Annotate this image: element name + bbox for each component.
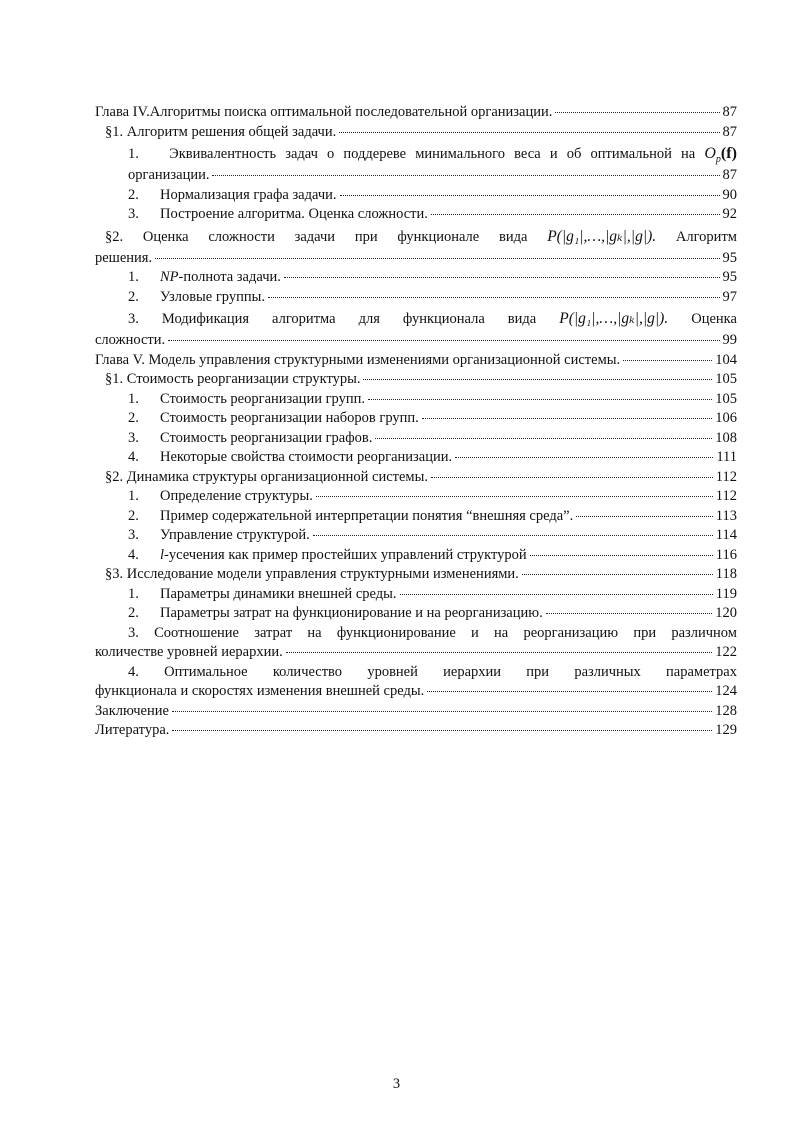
toc-page: 87 [722, 123, 737, 140]
toc-page: 116 [715, 546, 737, 563]
dot-leader [212, 175, 719, 176]
toc-word: количество [272, 663, 343, 680]
toc-word: на [307, 624, 322, 641]
dot-leader [339, 132, 719, 133]
toc-page: 99 [722, 332, 737, 348]
toc-word: функционирование [336, 624, 456, 641]
toc-entry-ch4-s1-item-3[interactable] [95, 205, 737, 225]
toc-entry-chapter-5[interactable] [95, 351, 737, 371]
toc-entry-ch5-s3-item-3-line2[interactable] [95, 643, 737, 663]
toc-title: §1. Стоимость реорганизации структуры. [105, 371, 361, 387]
toc-word: при [526, 663, 550, 680]
toc-word: задачи [294, 228, 336, 245]
dot-leader [316, 496, 713, 497]
toc-num: 2. [128, 410, 139, 426]
toc-page: 129 [715, 722, 737, 738]
toc-word: функционале [397, 228, 480, 245]
toc-word: различном [671, 624, 737, 641]
toc-num: 3. [128, 429, 139, 446]
toc-page: 128 [715, 702, 737, 719]
toc-num: 4. [128, 546, 139, 563]
toc-word: вида [507, 311, 537, 327]
dot-leader [172, 711, 712, 712]
toc-page: 92 [722, 206, 737, 222]
dot-leader [455, 457, 713, 458]
np-symbol: NP [160, 269, 179, 285]
dot-leader [530, 555, 713, 556]
toc-page: 104 [715, 351, 737, 368]
toc-word: вида [499, 228, 528, 245]
toc-title: количестве уровней иерархии. [95, 644, 283, 660]
toc-word: об [566, 146, 582, 162]
toc-entry-ch4-s1-item-1-line1[interactable] [95, 142, 737, 166]
toc-entry-ch4-section-2-line1[interactable] [95, 225, 737, 249]
toc-word: §2. [105, 228, 124, 245]
toc-word: на [494, 624, 509, 641]
toc-word: иерархии [443, 663, 502, 680]
toc-word: различных [574, 663, 641, 680]
dot-leader [623, 360, 712, 361]
toc-page: 87 [722, 167, 737, 183]
toc-title: Построение алгоритма. Оценка сложности. [160, 206, 428, 222]
toc-entry-ch5-s3-item-4-line2[interactable] [95, 682, 737, 702]
toc-entry-ch5-s3-item-1[interactable] [95, 585, 737, 605]
toc-entry-ch4-s2-item-1[interactable] [95, 268, 737, 288]
toc-page: 111 [716, 449, 737, 465]
dot-leader [286, 652, 713, 653]
toc-entry-ch5-s2-item-2[interactable] [95, 507, 737, 527]
toc-page: 119 [715, 585, 737, 602]
toc-page: 97 [722, 288, 737, 305]
dot-leader [400, 594, 713, 595]
toc-entry-ch4-s2-item-2[interactable] [95, 288, 737, 308]
toc-title: -усечения как пример простейших управлений структурой [164, 546, 527, 563]
toc-entry-ch5-s1-item-1[interactable] [95, 390, 737, 410]
toc-num: 2. [128, 605, 139, 621]
toc-num: 2. [128, 507, 139, 524]
toc-entry-ch5-s1-item-2[interactable] [95, 409, 737, 429]
dot-leader [555, 112, 719, 113]
toc-word: Оптимальное [164, 663, 248, 680]
toc-title: Глава V. Модель управления структурными изменениями организационной системы. [95, 351, 621, 368]
toc-word: и [549, 146, 558, 162]
formula-symbol: O [704, 145, 716, 162]
toc-num: 4. [128, 663, 139, 680]
toc-title: сложности. [95, 332, 166, 348]
dot-leader [155, 258, 719, 259]
toc-entry-ch5-section-2[interactable] [95, 468, 737, 488]
toc-title: Определение структуры. [160, 488, 313, 504]
toc-title: Литература. [95, 722, 170, 738]
toc-page: 118 [715, 566, 737, 582]
toc-page: 105 [715, 371, 737, 387]
toc-word: задач [285, 146, 318, 162]
dot-leader [375, 438, 712, 439]
toc-page: 108 [715, 429, 737, 446]
dot-leader [422, 418, 712, 419]
toc-word: сложности [208, 228, 275, 245]
toc-title: решения. [95, 249, 153, 266]
toc-page: 114 [715, 527, 737, 543]
toc-title: Заключение [95, 702, 169, 719]
toc-entry-ch4-section-2-line2[interactable] [95, 249, 737, 269]
toc-title: §1. Алгоритм решения общей задачи. [105, 123, 337, 140]
toc-num: 3. [128, 311, 139, 327]
toc-entry-ch5-section-3[interactable] [95, 565, 737, 585]
toc-num: 3. [128, 527, 139, 543]
toc-word: Эквивалентность [169, 146, 277, 162]
toc-entry-literature[interactable] [95, 721, 737, 741]
toc-page: 112 [715, 488, 737, 504]
toc-word: минимального [415, 146, 506, 162]
toc-word: Модификация [161, 311, 250, 327]
toc-word: веса [514, 146, 541, 162]
toc-num: 1. [128, 585, 139, 602]
page-number: 3 [392, 1076, 401, 1092]
toc-word: оптимальной [590, 146, 672, 162]
toc-page: 87 [722, 104, 737, 120]
toc-num: 1. [128, 269, 139, 285]
toc-entry-ch5-s1-item-4[interactable] [95, 448, 737, 468]
dot-leader [172, 730, 712, 731]
toc-page: 112 [715, 468, 737, 485]
toc-title: §2. Динамика структуры организационной системы. [105, 468, 428, 485]
table-of-contents [95, 103, 737, 741]
dot-leader [284, 277, 720, 278]
formula [704, 142, 737, 166]
toc-word: Соотношение [154, 624, 239, 641]
toc-word: Оценка [691, 311, 737, 327]
toc-page: 122 [715, 644, 737, 660]
toc-title: Глава IV.Алгоритмы поиска оптимальной последовательной организации. [95, 104, 553, 120]
toc-word: поддереве [343, 146, 407, 162]
dot-leader [431, 477, 713, 478]
toc-title: Стоимость реорганизации наборов групп. [160, 410, 419, 426]
dot-leader [522, 574, 713, 575]
toc-num: 1. [128, 488, 139, 504]
toc-word: реорганизацию [523, 624, 619, 641]
toc-page: 95 [722, 269, 737, 285]
dot-leader [268, 297, 720, 298]
dot-leader [576, 516, 713, 517]
toc-word: при [354, 228, 378, 245]
toc-word: Алгоритм [675, 228, 737, 245]
dot-leader [168, 340, 719, 341]
toc-num: 4. [128, 449, 139, 465]
dot-leader [427, 691, 712, 692]
toc-entry-ch5-s3-item-2[interactable] [95, 604, 737, 624]
toc-page: 90 [722, 186, 737, 203]
toc-title: -полнота задачи. [178, 269, 281, 285]
toc-num: 1. [128, 146, 139, 162]
toc-title: организации. [128, 167, 210, 183]
toc-title: Стоимость реорганизации групп. [160, 390, 365, 407]
toc-page: 120 [715, 605, 737, 621]
formula-sub: p [715, 154, 721, 166]
toc-entry-ch5-s1-item-3[interactable] [95, 429, 737, 449]
toc-entry-ch5-section-1[interactable] [95, 370, 737, 390]
toc-entry-ch4-s1-item-2[interactable] [95, 186, 737, 206]
toc-title: §3. Исследование модели управления структурными изменениями. [105, 566, 519, 582]
dot-leader [431, 214, 720, 215]
toc-entry-ch5-s2-item-4[interactable] [95, 546, 737, 566]
toc-num: 2. [128, 186, 139, 203]
toc-page: 95 [722, 249, 737, 266]
formula: P(|g₁|,…,|gₖ|,|g|). [547, 227, 657, 245]
toc-entry-ch4-s1-item-1-line2[interactable] [95, 166, 737, 186]
toc-num: 3. [128, 624, 139, 641]
toc-word: для [358, 311, 380, 327]
toc-word: о [327, 146, 335, 162]
toc-word: Оценка [142, 228, 189, 245]
toc-title: Управление структурой. [160, 527, 310, 543]
toc-page: 105 [715, 390, 737, 407]
toc-word: уровней [367, 663, 418, 680]
dot-leader [313, 535, 713, 536]
dot-leader [546, 613, 713, 614]
l-symbol: l [160, 546, 165, 563]
toc-num: 1. [128, 390, 139, 407]
toc-title: Стоимость реорганизации графов. [160, 429, 373, 446]
toc-entry-ch4-s2-item-3-line2[interactable] [95, 331, 737, 351]
toc-word: функционала [402, 311, 485, 327]
dot-leader [340, 195, 720, 196]
toc-word: алгоритма [272, 311, 336, 327]
toc-word: при [633, 624, 657, 641]
toc-entry-ch4-section-1[interactable] [95, 123, 737, 143]
toc-entry-ch4-s2-item-3-line1[interactable] [95, 307, 737, 331]
formula: P(|g₁|,…,|gₖ|,|g|). [559, 310, 669, 327]
toc-page: 124 [715, 683, 737, 699]
toc-word: параметрах [666, 663, 737, 680]
toc-entry-ch5-s3-item-4-line1[interactable] [95, 663, 737, 683]
toc-title: Параметры затрат на функционирование и на реорганизацию. [160, 605, 543, 621]
toc-num: 2. [128, 288, 139, 305]
toc-page: 113 [715, 507, 737, 524]
toc-page: 106 [715, 410, 737, 426]
toc-title: функционала и скоростях изменения внешней среды. [95, 683, 425, 699]
dot-leader [368, 399, 712, 400]
toc-title: Узловые группы. [160, 288, 265, 305]
toc-title: Нормализация графа задачи. [160, 186, 337, 203]
toc-title: Некоторые свойства стоимости реорганизации. [160, 449, 453, 465]
toc-title: Параметры динамики внешней среды. [160, 585, 397, 602]
toc-entry-conclusion[interactable] [95, 702, 737, 722]
toc-entry-chapter-4[interactable] [95, 103, 737, 123]
toc-entry-ch5-s2-item-1[interactable] [95, 487, 737, 507]
dot-leader [363, 379, 712, 380]
toc-word: на [681, 146, 696, 162]
toc-entry-ch5-s2-item-3[interactable] [95, 526, 737, 546]
toc-num: 3. [128, 206, 139, 222]
formula-arg: (f) [720, 145, 737, 162]
toc-word: затрат [254, 624, 293, 641]
toc-entry-ch5-s3-item-3-line1[interactable] [95, 624, 737, 644]
toc-title: Пример содержательной интерпретации понятия “внешняя среда”. [160, 507, 574, 524]
toc-word: и [471, 624, 479, 641]
